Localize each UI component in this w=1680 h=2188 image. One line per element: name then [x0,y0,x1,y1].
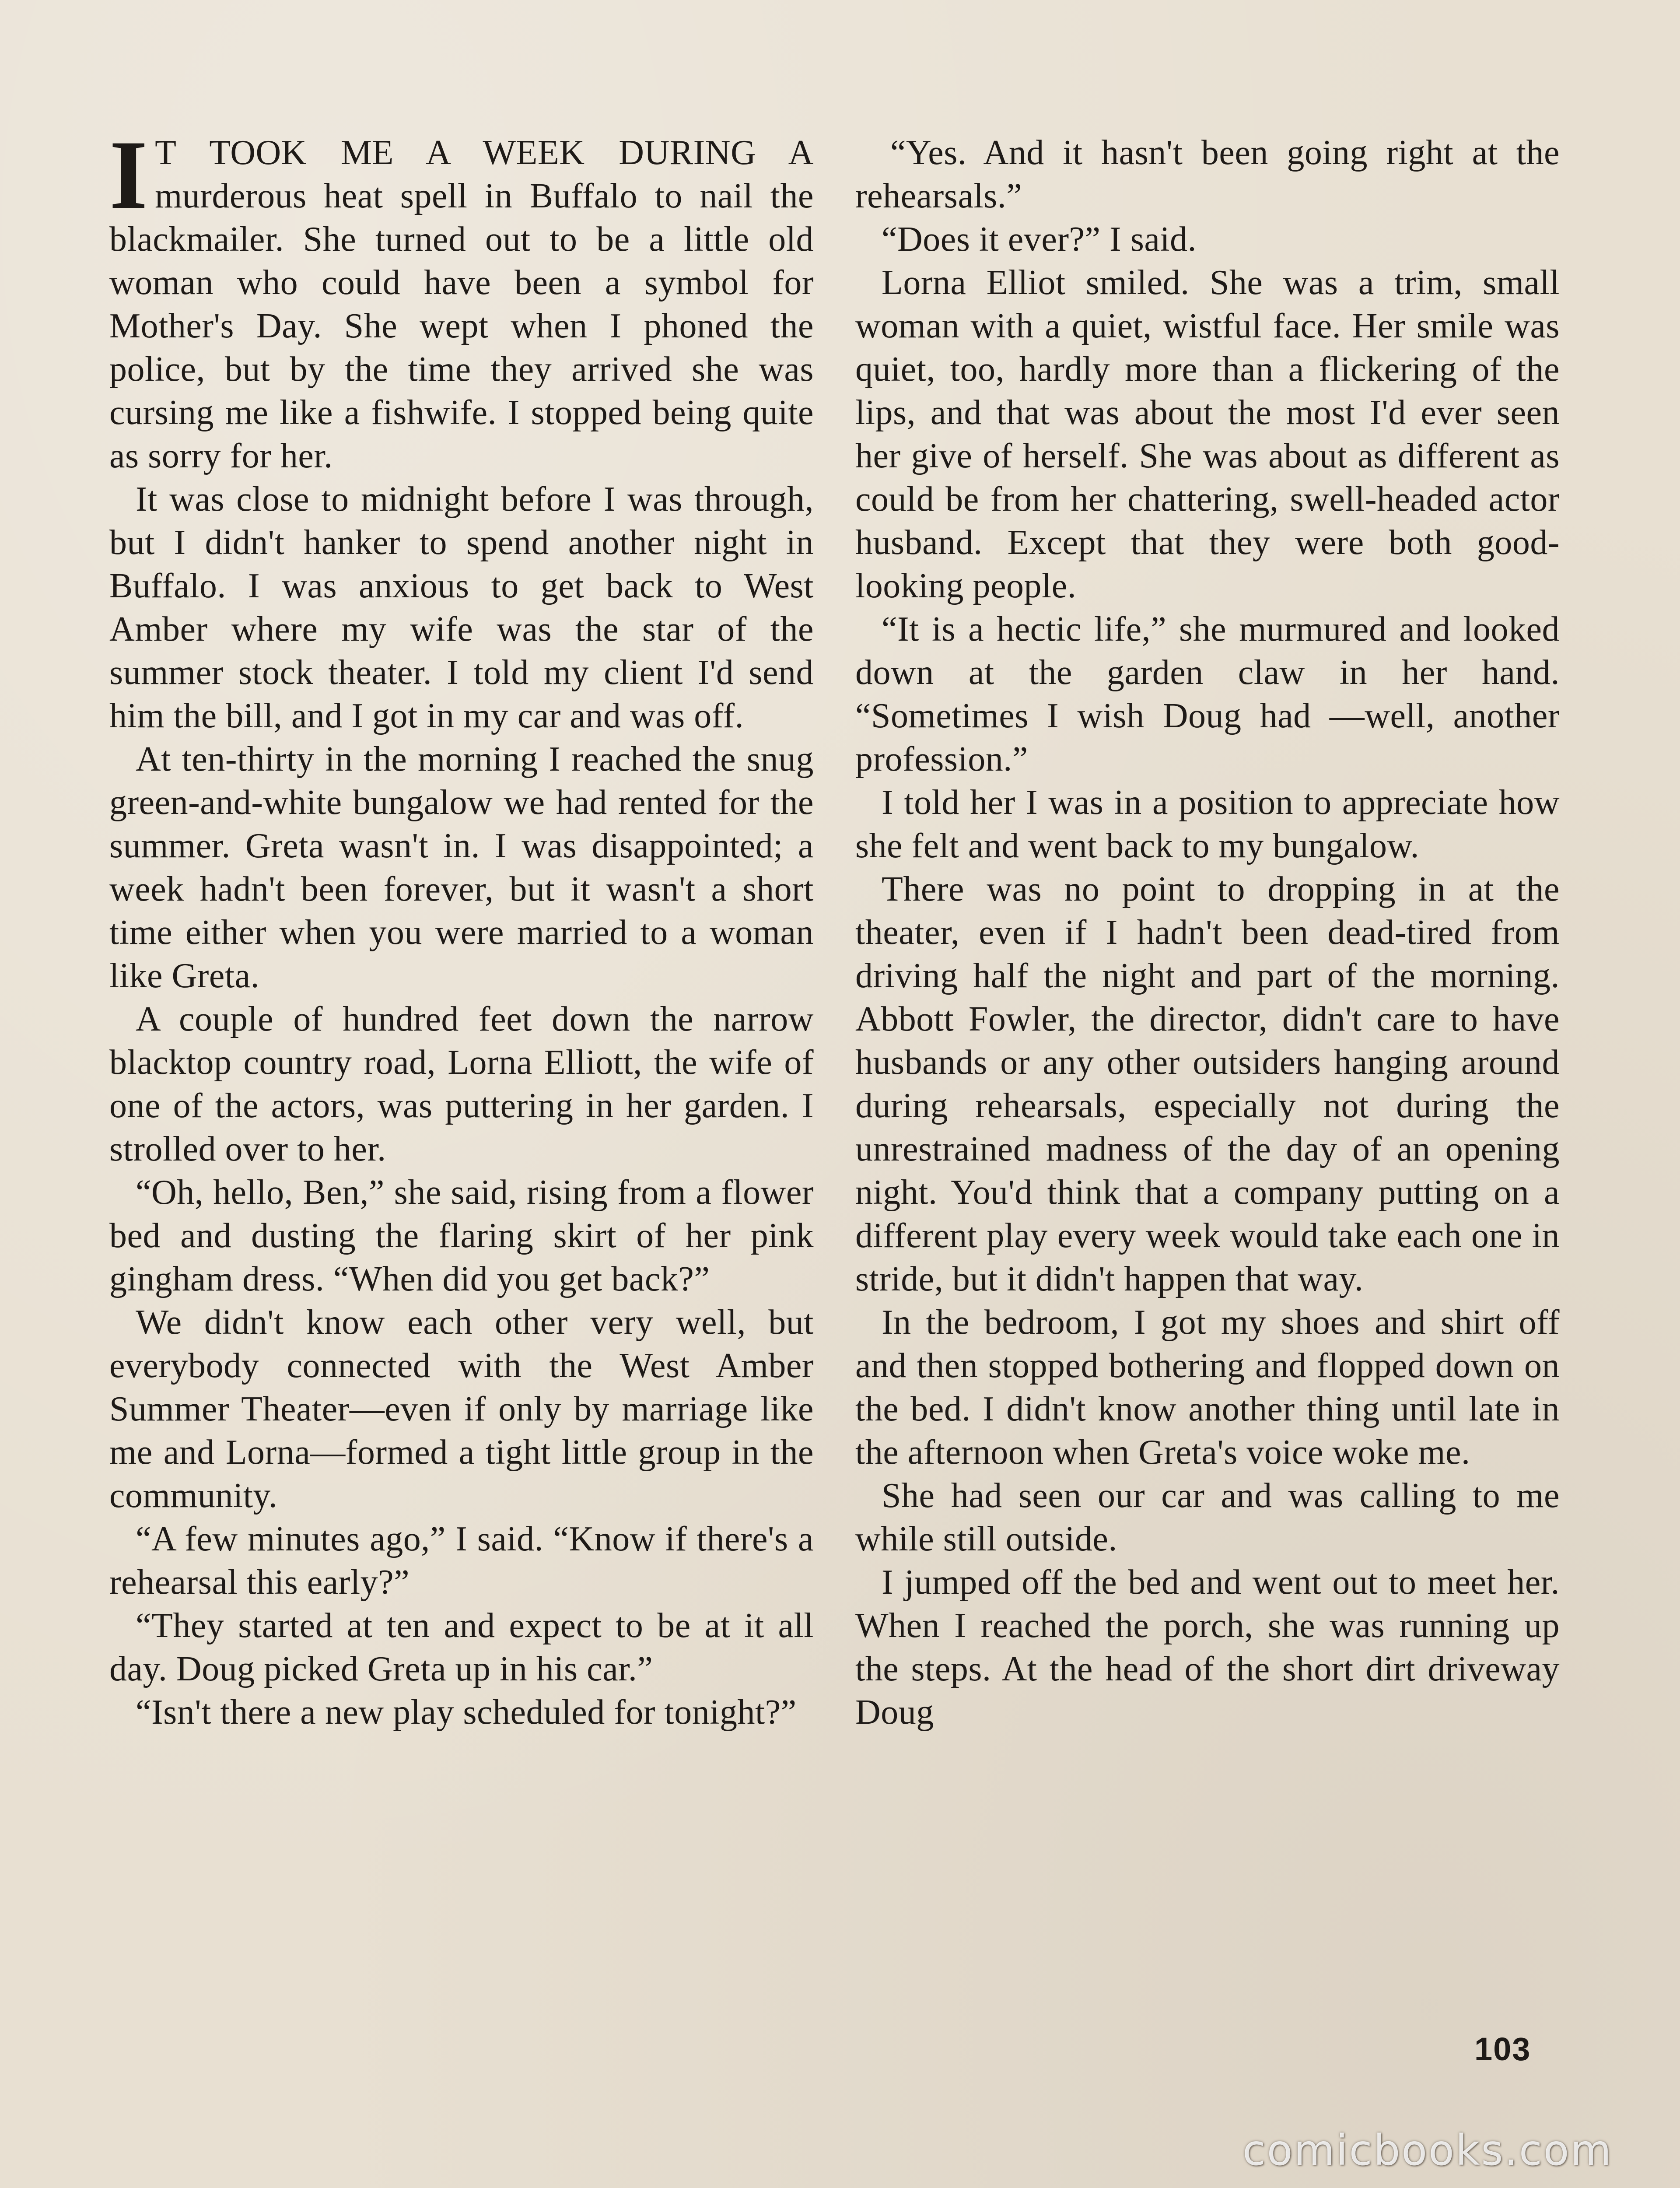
right-column [855,131,1560,1734]
paragraph-text: T TOOK ME A WEEK DURING A murderous heat spell in Buffalo to nail the blackmailer. She turned out to be a little old woman who could have been a symbol for Mother's Day. She wept when I phoned the police, but by the time they arrived she was cursing me like a fishwife. I stopped being quite as sorry for her. [109,133,814,475]
paragraph: “Does it ever?” I said. [882,220,1197,259]
paragraph: “Isn't there a new play scheduled for tonight?” [136,1693,797,1732]
paragraph: At ten-thirty in the morning I reached the snug green-and-white bungalow we had rented for the summer. Greta wasn't in. I was disappointed; a week hadn't been forever, but it wasn't a short time either when you were married to a woman like Greta. [109,740,814,995]
paragraph: Lorna Elliot smiled. She was a trim, small woman with a quiet, wistful face. Her smile was quiet, too, hardly more than a flickering of the lips, and that was about the most I'd ever seen her give of herself. She was about as different as could be from her chattering, swell-headed actor husband. Except that they were both good-looking people. [855,263,1560,605]
watermark: comicbooks.com [1242,2126,1613,2175]
paragraph [109,120,814,478]
paragraph: I told her I was in a position to appreciate how she felt and went back to my bungalow. [855,783,1560,865]
paragraph: I jumped off the bed and went out to meet her. When I reached the porch, she was running up the steps. At the head of the short dirt driveway Doug [855,1563,1560,1732]
paragraph: There was no point to dropping in at the theater, even if I hadn't been dead-tired from driving half the night and part of the morning. Abbott Fowler, the director, didn't care to have husbands or any other outsiders hanging around during rehearsals, especially not during the unrestrained madness of the day of an opening night. You'd think that a company putting on a different play every week would take each one in stride, but it didn't happen that way. [855,870,1560,1298]
paragraph: We didn't know each other very well, but everybody connected with the West Amber Summer Theater—even if only by marriage like me and Lorna—formed a tight little group in the community. [109,1303,814,1515]
paragraph: “It is a hectic life,” she murmured and looked down at the garden claw in her hand. “Sometimes I wish Doug had —well, another profession.” [855,610,1560,778]
paragraph: “A few minutes ago,” I said. “Know if there's a rehearsal this early?” [109,1520,814,1602]
page-number: 103 [1474,2031,1531,2067]
paragraph: “Yes. And it hasn't been going right at the rehearsals.” [855,133,1560,215]
paragraph: It was close to midnight before I was through, but I didn't hanker to spend another night in Buffalo. I was anxious to get back to West Amber where my wife was the star of the summer stock theater. I told my client I'd send him the bill, and I got in my car and was off. [109,480,814,735]
paragraph: In the bedroom, I got my shoes and shirt off and then stopped bothering and flopped down on the bed. I didn't know another thing until late in the afternoon when Greta's voice woke me. [855,1303,1560,1472]
drop-cap: I [109,120,148,229]
paragraph: She had seen our car and was calling to me while still outside. [855,1476,1560,1558]
paragraph: “Oh, hello, Ben,” she said, rising from a flower bed and dusting the flaring skirt of her pink gingham dress. “When did you get back?” [109,1173,814,1298]
paragraph: A couple of hundred feet down the narrow blacktop country road, Lorna Elliott, the wife of one of the actors, was puttering in her garden. I strolled over to her. [109,1000,814,1168]
paragraph: “They started at ten and expect to be at it all day. Doug picked Greta up in his car.” [109,1606,814,1688]
left-column [109,120,814,1734]
